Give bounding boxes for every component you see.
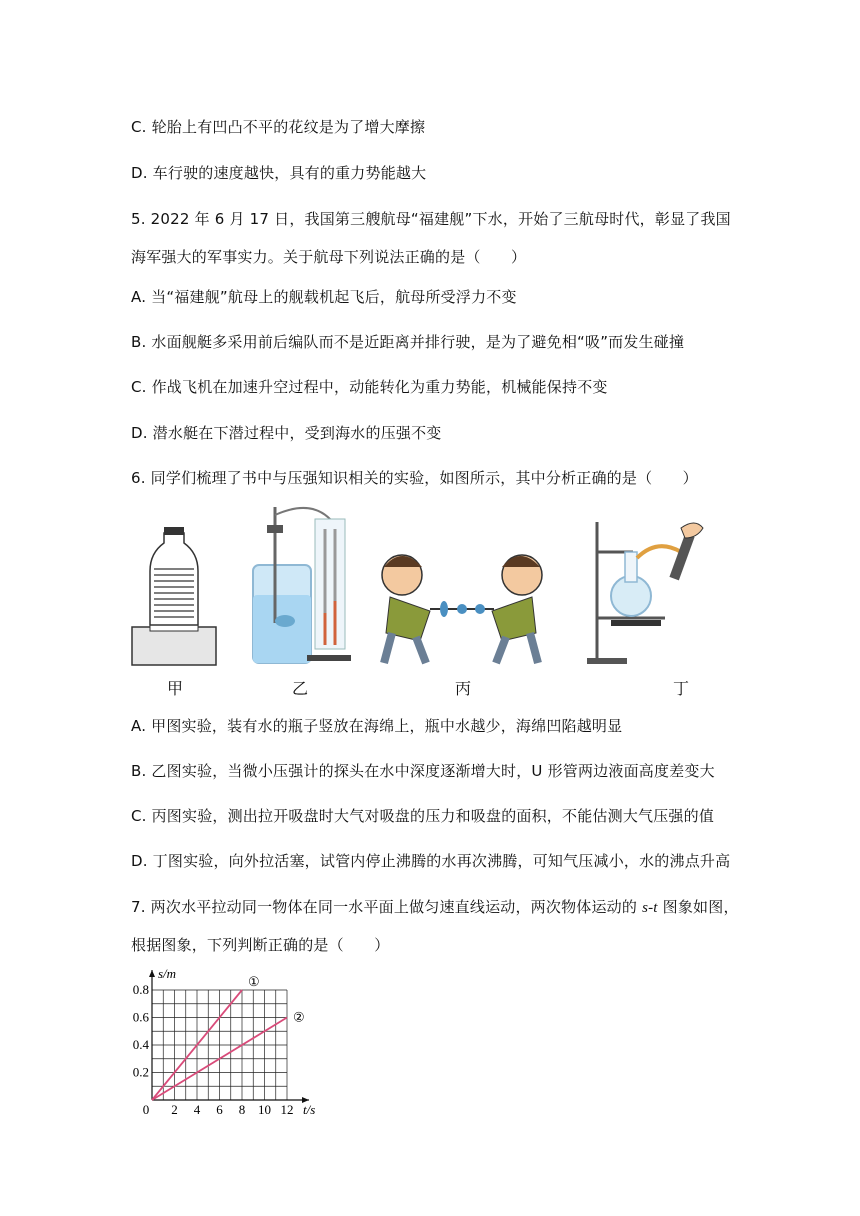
q6-option-c: C. 丙图实验，测出拉开吸盘时大气对吸盘的压力和吸盘的面积，不能估测大气压强的值 [131, 807, 715, 825]
q5-stem-line2: 海军强大的军事实力。关于航母下列说法正确的是（ ） [131, 248, 527, 266]
y-axis-arrow [149, 970, 155, 977]
x-axis-label: t/s [303, 1102, 316, 1115]
x-tick-label: 6 [216, 1102, 223, 1115]
y-tick-label: 0.8 [132, 982, 149, 997]
q5-option-a: A. 当“福建舰”航母上的舰载机起飞后，航母所受浮力不变 [131, 288, 517, 306]
q7-stem-line1 [131, 896, 739, 917]
y-tick-label: 0.6 [132, 1009, 149, 1025]
pressure-gauge-figure [245, 505, 355, 670]
q5-option-c: C. 作战飞机在加速升空过程中，动能转化为重力势能，机械能保持不变 [131, 378, 608, 396]
x-tick-label: 4 [193, 1102, 201, 1115]
x-tick-label: 0 [142, 1102, 150, 1115]
series-label-2: ② [293, 1009, 305, 1025]
figure-label-jia: 甲 [167, 679, 184, 698]
x-tick-label: 12 [280, 1102, 294, 1115]
s-t-graph [120, 965, 330, 1115]
q4-option-c: C. 轮胎上有凹凸不平的花纹是为了增大摩擦 [131, 118, 426, 136]
q5-option-d: D. 潜水艇在下潜过程中，受到海水的压强不变 [131, 424, 442, 442]
x-tick-label: 2 [171, 1102, 178, 1115]
x-tick-label: 8 [238, 1102, 246, 1115]
q4-option-d: D. 车行驶的速度越快，具有的重力势能越大 [131, 164, 427, 182]
q6-option-b: B. 乙图实验，当微小压强计的探头在水中深度逐渐增大时，U 形管两边液面高度差变大 [131, 762, 715, 780]
q7-stem-line2: 根据图象，下列判断正确的是（ ） [131, 936, 390, 954]
q7-stem-part2: 图象如图， [657, 898, 739, 916]
flask-syringe-figure [585, 518, 715, 668]
y-tick-label: 0.4 [132, 1037, 149, 1052]
bottle-on-sponge-figure [130, 525, 220, 670]
q5-option-b: B. 水面舰艇多采用前后编队而不是近距离并排行驶，是为了避免相“吸”而发生碰撞 [131, 333, 685, 351]
suction-cup-pull-figure [372, 545, 552, 670]
q7-stem-part1: 7. 两次水平拉动同一物体在同一水平面上做匀速直线运动，两次物体运动的 [131, 898, 643, 916]
q6-option-a: A. 甲图实验，装有水的瓶子竖放在海绵上，瓶中水越少，海绵凹陷越明显 [131, 717, 623, 735]
x-tick-label: 10 [258, 1102, 271, 1115]
figure-label-ding: 丁 [673, 679, 690, 698]
figure-label-yi: 乙 [292, 679, 309, 698]
series-label-1: ① [248, 974, 260, 989]
q6-stem: 6. 同学们梳理了书中与压强知识相关的实验，如图所示，其中分析正确的是（ ） [131, 469, 698, 487]
y-axis-label: s/m [158, 966, 177, 981]
q7-stem-var: s-t [642, 900, 658, 916]
q6-option-d: D. 丁图实验，向外拉活塞，试管内停止沸腾的水再次沸腾，可知气压减小，水的沸点升高 [131, 852, 731, 870]
q5-stem-line1: 5. 2022 年 6 月 17 日，我国第三艘航母“福建舰”下水，开始了三航母时代，彰显了我国 [131, 210, 731, 228]
y-tick-label: 0.2 [132, 1064, 149, 1080]
figure-label-bing: 丙 [455, 679, 472, 698]
